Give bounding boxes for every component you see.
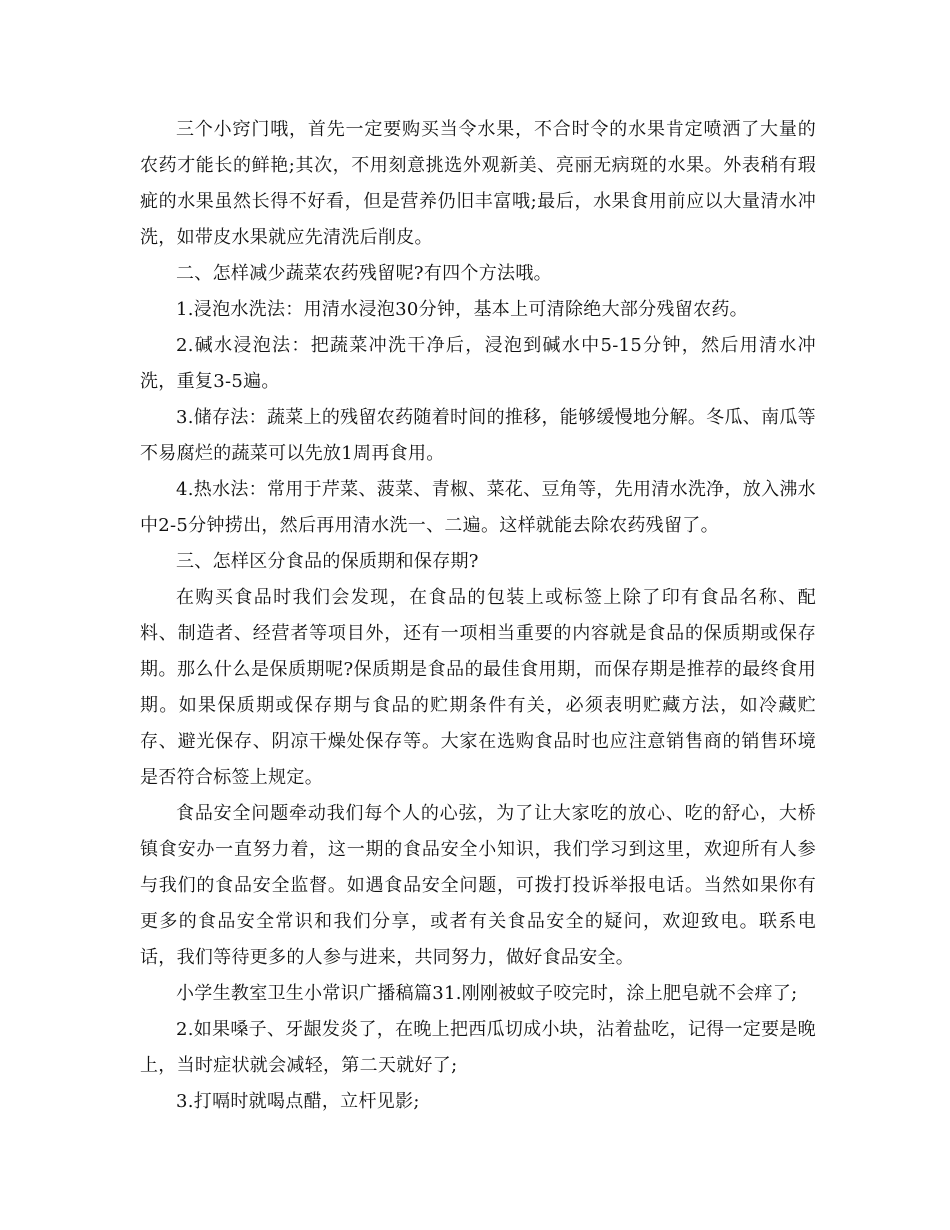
list-item-alkaline-soak: 2.碱水浸泡法：把蔬菜冲洗干净后，浸泡到碱水中5-15分钟，然后用清水冲洗，重复3-5遍。: [140, 335, 816, 392]
list-item-hot-water: 4.热水法：常用于芹菜、菠菜、青椒、菜花、豆角等，先用清水洗净，放入沸水中2-5分钟捞出，然后再用清水洗一、二遍。这样就能去除农药残留了。: [140, 479, 816, 536]
list-item-storage: 3.储存法：蔬菜上的残留农药随着时间的推移，能够缓慢地分解。冬瓜、南瓜等不易腐烂的蔬菜可以先放1周再食用。: [140, 407, 816, 464]
paragraph-classroom-hygiene-1: 小学生教室卫生小常识广播稿篇31.刚刚被蚊子咬完时，涂上肥皂就不会痒了;: [176, 983, 798, 1004]
heading-reduce-vegetable-pesticide: 二、怎样减少蔬菜农药残留呢?有四个方法哦。: [176, 263, 552, 284]
paragraph-food-safety: 食品安全问题牵动我们每个人的心弦，为了让大家吃的放心、吃的舒心，大桥镇食安办一直努力着，这一期的食品安全小知识，我们学习到这里，欢迎所有人参与我们的食品安全监督。如遇食品安全问题，可拨打投诉举报电话。当然如果你有更多的食品安全常识和我们分享，或者有关食品安全的疑问，欢迎致电。联系电话，我们等待更多的人参与进来，共同努力，做好食品安全。: [140, 803, 816, 968]
heading-shelf-life: 三、怎样区分食品的保质期和保存期?: [176, 551, 479, 572]
list-item-sore-throat: 2.如果嗓子、牙龈发炎了，在晚上把西瓜切成小块，沾着盐吃，记得一定要是晚上，当时症状就会减轻，第二天就好了;: [140, 1019, 816, 1076]
list-item-soak-wash: 1.浸泡水洗法：用清水浸泡30分钟，基本上可清除绝大部分残留农药。: [176, 299, 748, 320]
paragraph-shelf-life: 在购买食品时我们会发现，在食品的包装上或标签上除了印有食品名称、配料、制造者、经营者等项目外，还有一项相当重要的内容就是食品的保质期或保存期。那么什么是保质期呢?保质期是食品的最佳食用期，而保存期是推荐的最终食用期。如果保质期或保存期与食品的贮期条件有关，必须表明贮藏方法，如冷藏贮存、避光保存、阴凉干燥处保存等。大家在选购食品时也应注意销售商的销售环境是否符合标签上规定。: [140, 587, 816, 788]
document-body: [140, 112, 816, 1120]
list-item-hiccup: 3.打嗝时就喝点醋，立杆见影;: [176, 1091, 420, 1112]
paragraph-fruit-tips: 三个小窍门哦，首先一定要购买当令水果，不合时令的水果肯定喷洒了大量的农药才能长的鲜艳;其次，不用刻意挑选外观新美、亮丽无病斑的水果。外表稍有瑕疵的水果虽然长得不好看，但是营养仍旧丰富哦;最后，水果食用前应以大量清水冲洗，如带皮水果就应先清洗后削皮。: [140, 119, 816, 248]
